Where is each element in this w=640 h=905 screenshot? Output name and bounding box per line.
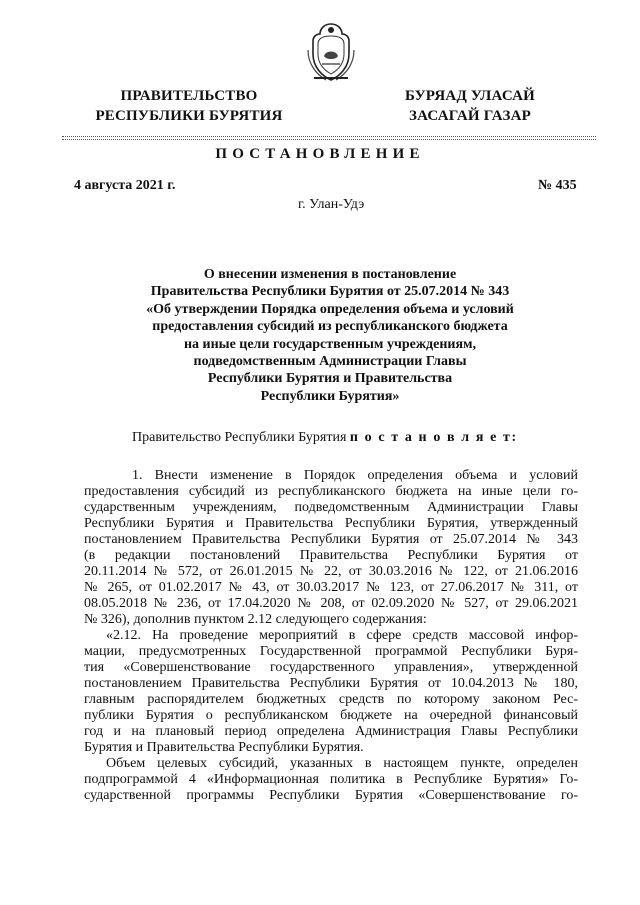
- title-line: «Об утверждении Порядка определения объема и условий: [146, 301, 514, 317]
- header-divider-secondary: [62, 139, 596, 140]
- government-name-bua: [380, 86, 560, 126]
- paragraph-line: № 265, от 01.02.2017 № 43, от 30.03.2017 № 123, от 27.06.2017 № 311, от: [84, 580, 578, 595]
- paragraph-line: постановлением Правительства Республики Бурятия от 10.04.2013 № 180,: [84, 676, 578, 691]
- paragraph-line: публики Бурятия о республиканском бюджете на очередной финансовый: [84, 708, 578, 723]
- paragraph-line: подпрограммой 4 «Информационная политика в Республике Бурятия» Го-: [84, 772, 578, 787]
- header-left-line2: РЕСПУБЛИКИ БУРЯТИЯ: [95, 108, 283, 124]
- paragraph-line: сударственным учреждениям, подведомственным Администрации Главы: [84, 500, 578, 515]
- title-line: Правительства Республики Бурятия от 25.07.2014 № 343: [150, 284, 510, 300]
- document-body: [84, 468, 578, 804]
- preamble: [132, 430, 518, 446]
- header-left-line1: ПРАВИТЕЛЬСТВО: [120, 88, 258, 104]
- paragraph-line: 1. Внести изменение в Порядок определения объема и условий: [132, 468, 578, 483]
- title-line: О внесении изменения в постановление: [203, 267, 457, 282]
- paragraph-line: главным распорядителем бюджетных средств по которому законом Рес-: [84, 692, 578, 707]
- document-number: № 435: [538, 178, 577, 193]
- title-line: Республики Бурятия и Правительства: [207, 371, 453, 387]
- government-name-ru: [84, 86, 294, 126]
- paragraph: [84, 468, 578, 628]
- paragraph-line: Республики Бурятия и Правительства Республики Бурятия, утвержденный: [84, 516, 578, 531]
- document-title: [110, 266, 550, 405]
- paragraph-line: Бурятия и Правительства Республики Бурятия.: [84, 740, 364, 755]
- document-date: 4 августа 2021 г.: [74, 178, 176, 193]
- paragraph-line: предоставления субсидий из республиканского бюджета на иные цели го-: [84, 484, 578, 499]
- paragraph-line: № 326), дополнив пунктом 2.12 следующего содержания:: [84, 612, 427, 627]
- paragraph-line: (в редакции постановлений Правительства Республики Бурятия от: [84, 548, 578, 563]
- paragraph-line: 08.05.2018 № 236, от 17.04.2020 № 208, от 02.09.2020 № 527, от 29.06.2021: [84, 596, 578, 611]
- paragraph: [84, 628, 578, 756]
- paragraph-line: постановлением Правительства Республики Бурятия от 25.07.2014 № 343: [84, 532, 578, 547]
- header-right-line2: ЗАСАГАЙ ГАЗАР: [409, 108, 531, 124]
- document-city: г. Улан-Удэ: [298, 197, 365, 212]
- preamble-text: Правительство Республики Бурятия: [132, 430, 350, 445]
- paragraph-line: Объем целевых субсидий, указанных в настоящем пункте, определен: [106, 756, 578, 771]
- header-right-line1: БУРЯАД УЛАСАЙ: [404, 88, 536, 104]
- title-line: предоставления субсидий из республиканского бюджета: [152, 319, 508, 335]
- header-divider: [62, 136, 596, 137]
- paragraph-line: 20.11.2014 № 572, от 26.01.2015 № 22, от 30.03.2016 № 122, от 21.06.2016: [84, 564, 578, 579]
- paragraph-line: «2.12. На проведение мероприятий в сфере средств массовой инфор-: [106, 628, 578, 643]
- paragraph-line: сударственной программы Республики Бурятия «Совершенствование го-: [84, 788, 578, 803]
- paragraph-line: тия «Совершенствование государственного управления», утвержденной: [84, 660, 578, 675]
- title-line: Республики Бурятия»: [260, 388, 400, 404]
- paragraph: [84, 756, 578, 804]
- republic-emblem-icon: [304, 20, 358, 84]
- title-line: подведомственным Администрации Главы: [193, 354, 467, 370]
- paragraph-line: год и на плановый период определена Администрация Главы Республики: [84, 724, 578, 739]
- document-type: ПОСТАНОВЛЕНИЕ: [215, 146, 425, 162]
- title-line: на иные цели государственным учреждениям,: [183, 336, 477, 352]
- preamble-emphasis: п о с т а н о в л я е т:: [349, 430, 518, 445]
- paragraph-line: мации, предусмотренных Государственной программой Республики Буря-: [84, 644, 578, 659]
